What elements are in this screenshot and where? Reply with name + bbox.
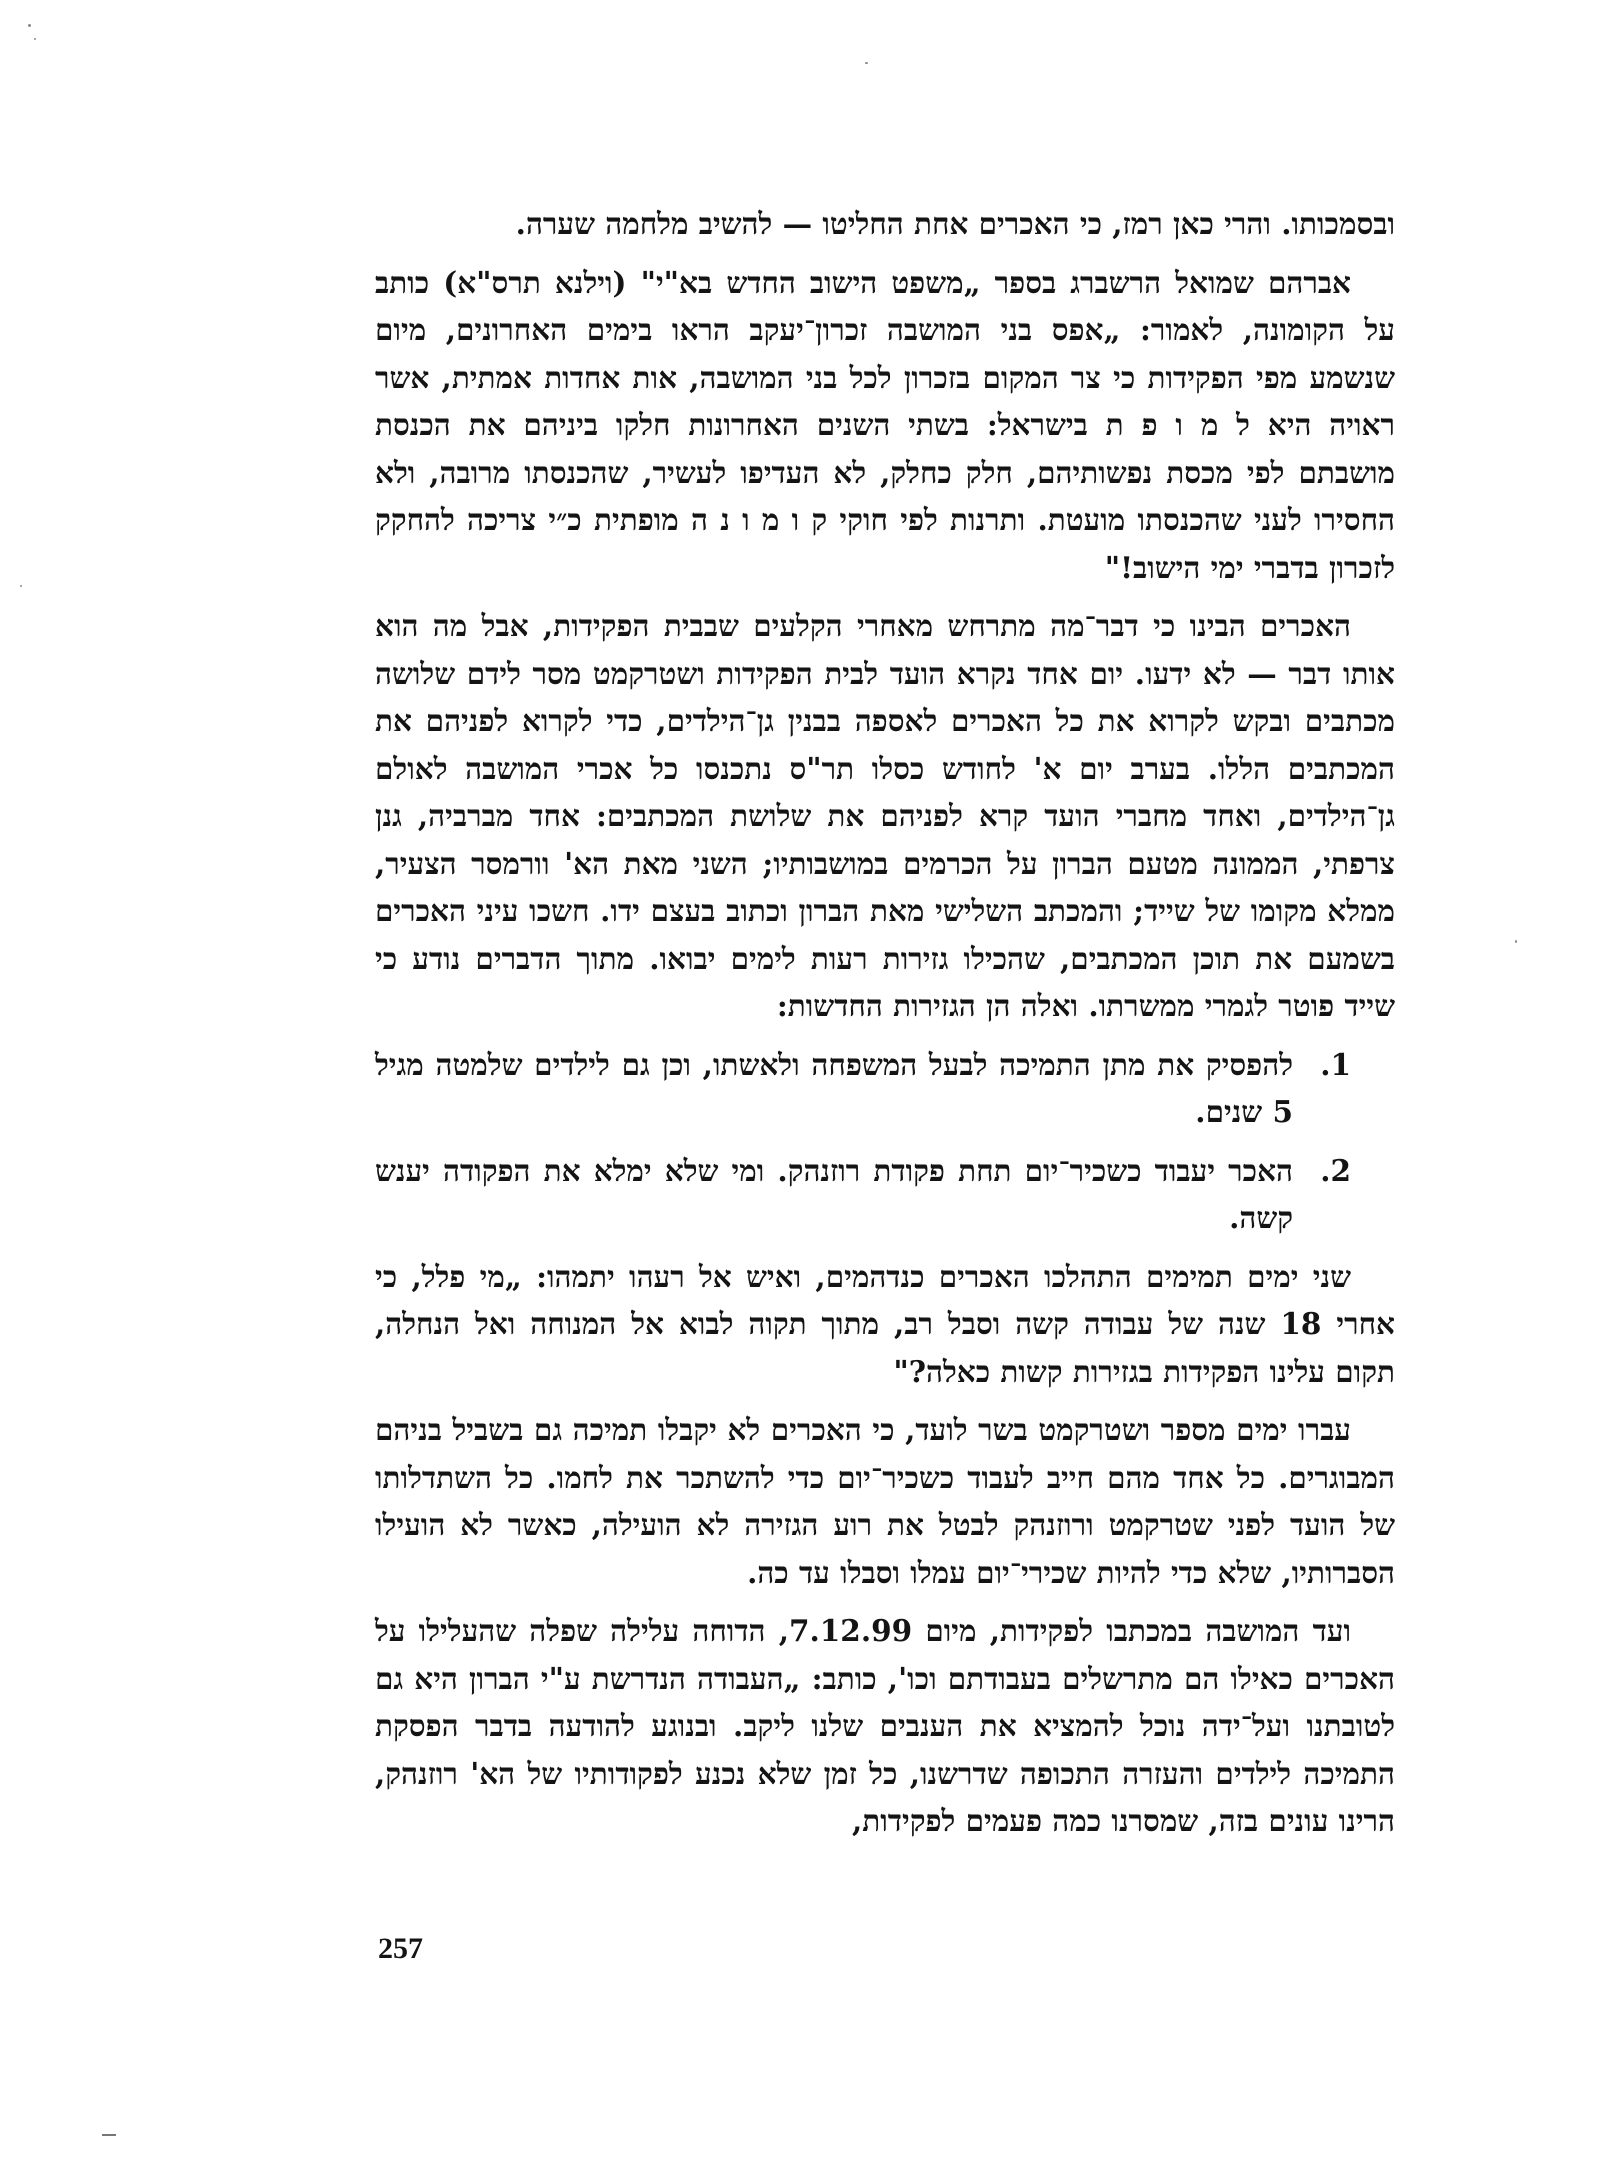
item-number: 2. (1320, 1152, 1351, 1188)
scan-speck (28, 24, 31, 27)
numbered-item (375, 1147, 1395, 1242)
paragraph: ועד המושבה במכתבו לפקידות, מיום 7.12.99, הדוחה עלילה שפלה שהעלילו על האכרים כאילו הם מתרשלים בעבודתם וכו', כותב: „העבודה הנדרשת ע"י הברון היא גם לטובתנו ועל־ידה נוכל להמציא את הענבים שלנו ליקב. ובנוגע להודעה בדבר הפסקת התמיכה לילדים והעזרה התכופה שדרשנו, כל זמן שלא נכנע לפקודותיו של הא' רוזנהק, הרינו עונים בזה, שמסרנו כמה פעמים לפקידות, (375, 1613, 1395, 1838)
scan-speck (34, 38, 36, 40)
scan-speck (865, 62, 868, 64)
scan-speck (20, 585, 22, 587)
paragraph: עברו ימים מספר ושטרקמט בשר לועד, כי האכרים לא יקבלו תמיכה גם בשביל בניהם המבוגרים. כל אחד מהם חייב לעבוד כשכיר־יום כדי להשתכר את לחמו. כל השתדלותו של הועד לפני שטרקמט ורוזנהק לבטל את רוע הגזירה לא הועילה, כאשר לא הועילו הסברותיו, שלא כדי להיות שכירי־יום עמלו וסבלו עד כה. (375, 1412, 1395, 1590)
item-text: להפסיק את מתן התמיכה לבעל המשפחה ולאשתו, וכן גם לילדים שלמטה מגיל 5 שנים. (375, 1046, 1293, 1129)
item-number: 1. (1320, 1046, 1351, 1082)
page-number: 257 (378, 1932, 423, 1965)
item-text: האכר יעבוד כשכיר־יום תחת פקודת רוזנהק. ומי שלא ימלא את הפקודה יענש קשה. (375, 1152, 1293, 1235)
scan-speck (1515, 940, 1517, 943)
paragraph: אברהם שמואל הרשברג בספר „משפט הישוב החדש בא"י" (וילנא תרס"א) כותב על הקומונה, לאמור: „אפס בני המושבה זכרון־יעקב הראו בימים האחרונים, מיום שנשמע מפי הפקידות כי צר המקום בזכרון לכל בני המושבה, אות אחדות אמתית, אשר ראויה היא ל מ ו פ ת בישראל: בשתי השנים האחרונות חלקו ביניהם את הכנסת מושבתם לפי מכסת נפשותיהם, חלק כחלק, לא העדיפו לעשיר, שהכנסתו מרובה, ולא החסירו לעני שהכנסתו מועטת. ותרנות לפי חוקי ק ו מ ו נ ה מופתית כ״י צריכה להחקק לזכרון בדברי ימי הישוב!" (375, 264, 1395, 585)
paragraph: שני ימים תמימים התהלכו האכרים כנדהמים, ואיש אל רעהו יתמהו: „מי פלל, כי אחרי 18 שנה של עבודה קשה וסבל רב, מתוך תקוה לבוא אל המנוחה ואל הנחלה, תקום עלינו הפקידות בגזירות קשות כאלה?" (375, 1258, 1395, 1389)
scan-mark (102, 2134, 116, 2136)
numbered-item (375, 1041, 1395, 1136)
paragraph: האכרים הבינו כי דבר־מה מתרחש מאחרי הקלעים שבבית הפקידות, אבל מה הוא אותו דבר — לא ידעו. יום אחד נקרא הועד לבית הפקידות ושטרקמט מסר לידם שלושה מכתבים ובקש לקרוא את כל האכרים לאספה בבנין גן־הילדים, כדי לקרוא לפניהם את המכתבים הללו. בערב יום א' לחודש כסלו תר"ס נתכנסו כל אכרי המושבה לאולם גן־הילדים, ואחד מחברי הועד קרא לפניהם את שלושת המכתבים: אחד מברביה, גנן צרפתי, הממונה מטעם הברון על הכרמים במושבותיו; השני מאת הא' וורמסר הצעיר, ממלא מקומו של שייד; והמכתב השלישי מאת הברון וכתוב בעצם ידו. חשכו עיני האכרים בשמעם את תוכן המכתבים, שהכילו גזירות רעות לימים יבואו. מתוך הדברים נודע כי שייד פוטר לגמרי ממשרתו. ואלה הן הגזירות החדשות: (375, 608, 1395, 1023)
body-text (375, 200, 1395, 1856)
paragraph: ובסמכותו. והרי כאן רמז, כי האכרים אחת החליטו — להשיב מלחמה שערה. (515, 206, 1395, 241)
